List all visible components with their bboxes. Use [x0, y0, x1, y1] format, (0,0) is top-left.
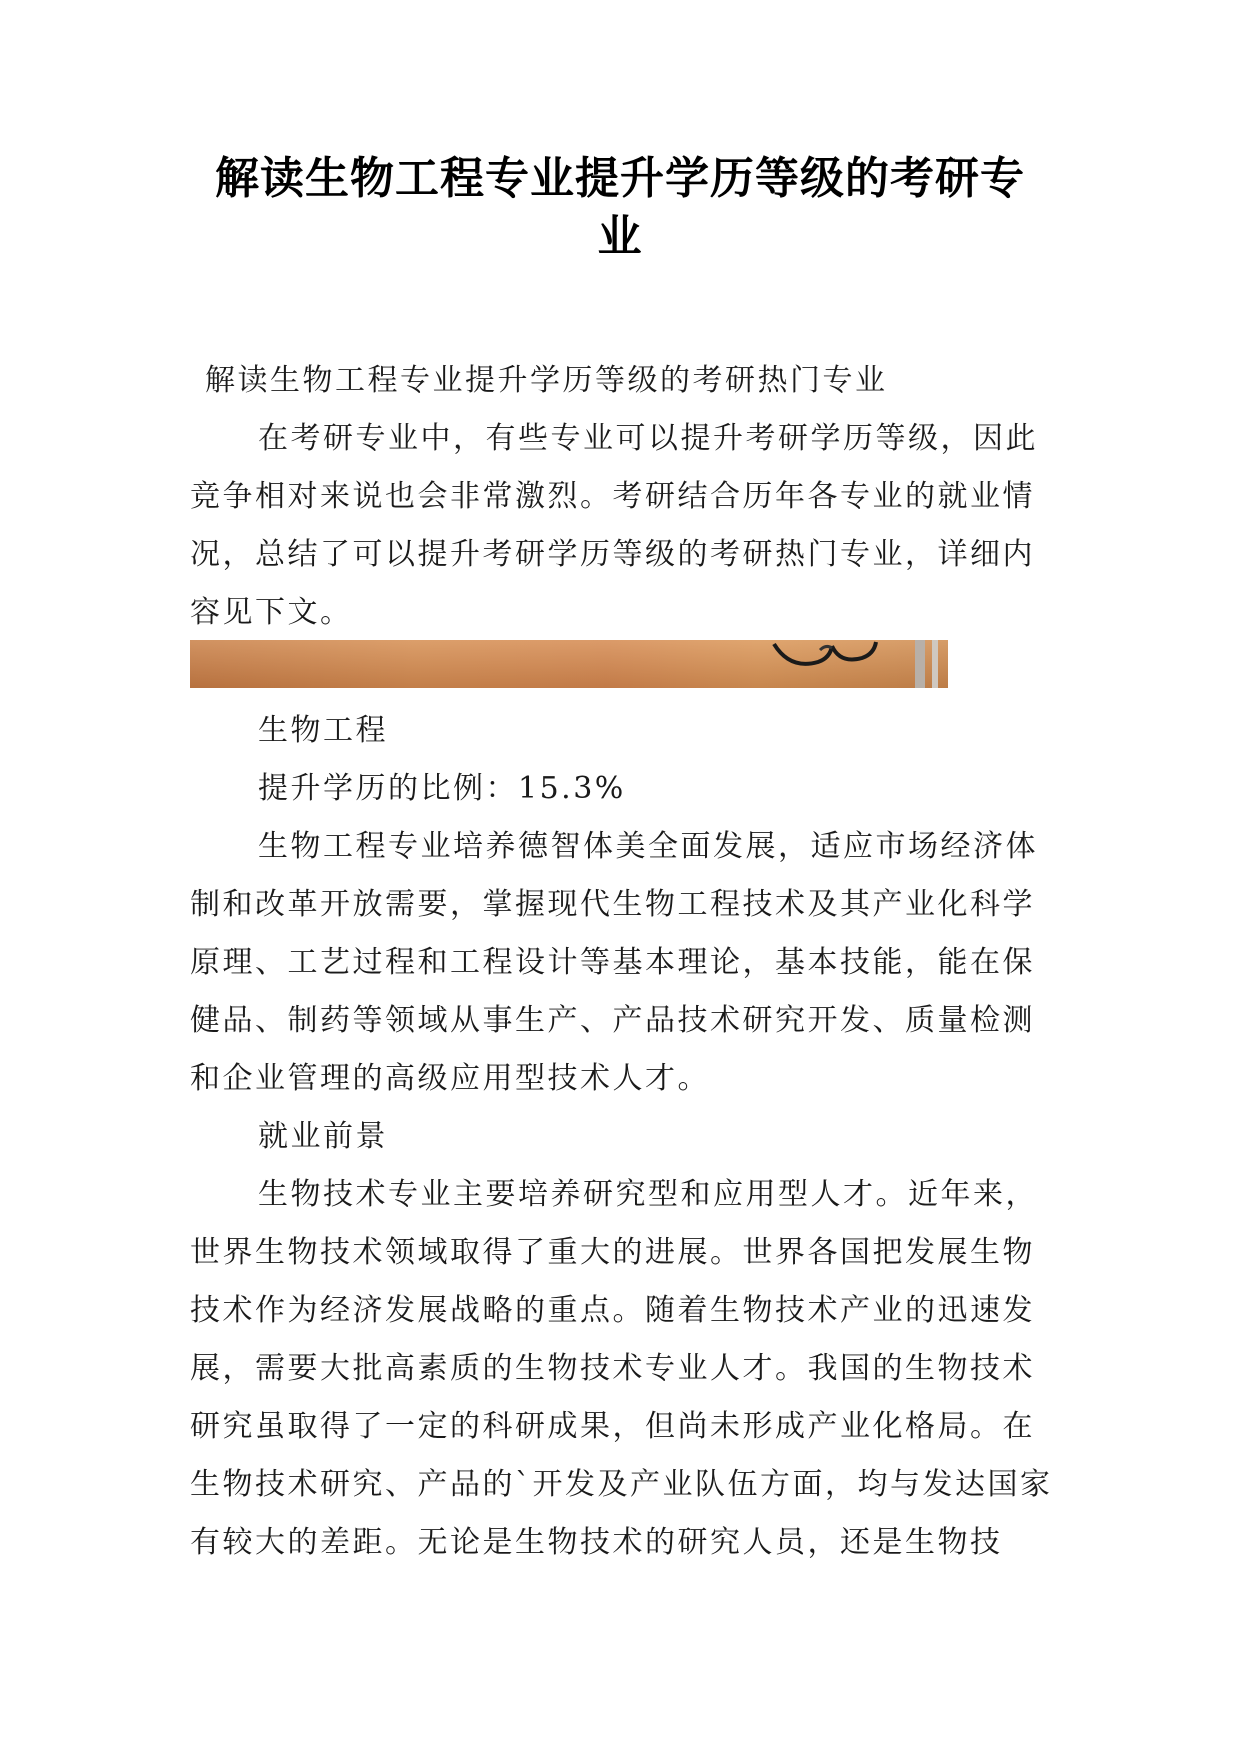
description-paragraph: 生物工程专业培养德智体美全面发展，适应市场经济体制和改革开放需要，掌握现代生物工程技术及其产业化科学原理、工艺过程和工程设计等基本理论，基本技能，能在保健品、制药等领域从事生产、产品技术研究开发、质量检测和企业管理的高级应用型技术人才。: [190, 829, 1038, 1096]
title-line-2: 业: [597, 211, 643, 262]
table-leg: [932, 640, 938, 688]
table-leg: [915, 640, 925, 688]
title-line-1: 解读生物工程专业提升学历等级的考研专: [215, 153, 1025, 204]
intro-paragraph: 在考研专业中，有些专业可以提升考研学历等级，因此竞争相对来说也会非常激烈。考研结合历年各专业的就业情况，总结了可以提升考研学历等级的考研热门专业，详细内容见下文。: [190, 421, 1038, 630]
prospects-heading: 就业前景: [258, 1119, 388, 1154]
desk-photo: [190, 640, 948, 688]
glasses-icon: [770, 640, 880, 674]
prospects-paragraph: 生物技术专业主要培养研究型和应用型人才。近年来，世界生物技术领域取得了重大的进展。世界各国把发展生物技术作为经济发展战略的重点。随着生物技术产业的迅速发展，需要大批高素质的生物技术专业人才。我国的生物技术研究虽取得了一定的科研成果，但尚未形成产业化格局。在生物技术研究、产品的`开发及产业队伍方面，均与发达国家有较大的差距。无论是生物技术的研究人员，还是生物技: [190, 1177, 1053, 1560]
subtitle: 解读生物工程专业提升学历等级的考研热门专业: [205, 363, 888, 398]
section-name: 生物工程: [258, 713, 388, 748]
document-title: [190, 150, 1050, 266]
ratio-text: 提升学历的比例：15.3%: [258, 771, 626, 806]
